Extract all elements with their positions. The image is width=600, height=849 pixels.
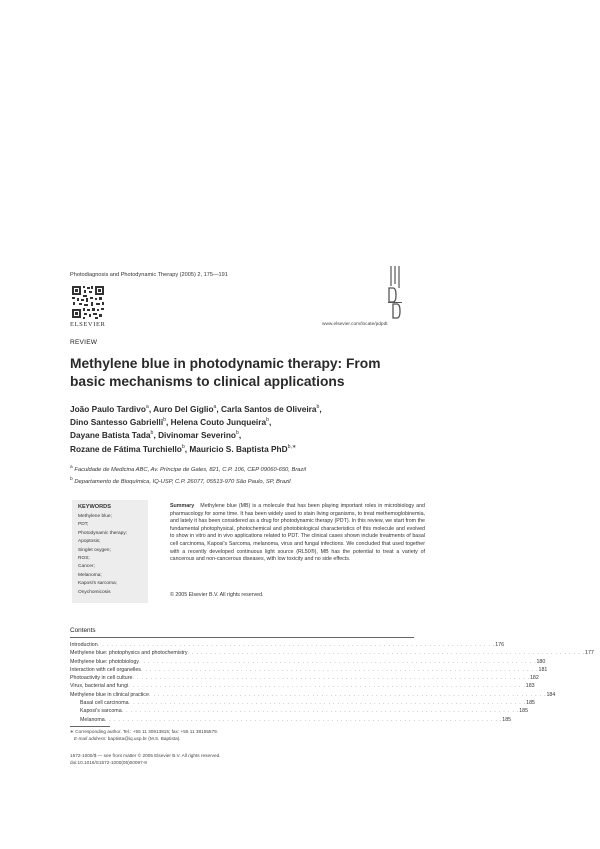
keyword: Apoptosis;	[78, 539, 101, 545]
keyword: Photodynamic therapy;	[78, 530, 128, 536]
table-of-contents	[70, 641, 594, 724]
journal-reference: Photodiagnosis and Photodynamic Therapy (2005) 2, 175—191	[70, 272, 228, 278]
corresponding-author: Mauricio S. Baptista PhD$^{b,∗}$	[189, 443, 297, 454]
toc-entry[interactable]: Virus, bacterial and fungi . . . . . . . . . . . . . . . . . . . . . . . . . . . . . . . . . . . . . . . . . . . . . . . . . . . . . . . . . . . . . . . . . . . . . . . . . . . . . . . . . . . . . . . . 183	[70, 683, 535, 690]
author-list	[70, 402, 410, 455]
toc-subentry[interactable]: Melanoma . . . . . . . . . . . . . . . . . . . . . . . . . . . . . . . . . . . . . . . . . . . . . . . . . . . . . . . . . . . . . . . . . . . . . . . . . . . . . . . . . . . . . . . . 185	[80, 716, 512, 723]
issn-line: 1572-1000/$ — see front matter © 2005 Elsevier B.V. All rights reserved.	[70, 753, 221, 758]
elsevier-tree-logo	[70, 284, 106, 320]
keywords-title: KEYWORDS	[78, 504, 111, 510]
author: Auro Del Giglio$^a$,	[153, 403, 222, 414]
keyword: Cancer;	[78, 564, 95, 570]
abstract-text: Methylene blue (MB) is a molecule that has been playing important roles in microbiology and pharmacology for some time. It has been widely used to stain living organisms, to treat methemoglobinemia, and lately it has been considered as a drug for photodynamic therapy (PDT). In this review, we start from the fundamental photophysical, photochemical and photobiological characteristics of this molecule and evolved to show in vitro and in vivo applications related to PDT. The clinical cases shown include treatments of basal cell carcinoma, Kaposi's Sarcoma, melanoma, virus and fungal infections. We concluded that used together with a recently developed continuous light source (RL50®), MB has the potential to treat a variety of cancerous and non-cancerous diseases, with low toxicity and no side effects.	[170, 503, 425, 563]
author: Carla Santos de Oliveira$^b$,	[221, 403, 322, 414]
publication-info	[70, 752, 221, 767]
toc-subentry[interactable]: Kaposi's sarcoma . . . . . . . . . . . . . . . . . . . . . . . . . . . . . . . . . . . . . . . . . . . . . . . . . . . . . . . . . . . . . . . . . . . . . . . . . . . . . . . . . . . . . . . . 185	[80, 708, 529, 715]
keywords-list	[78, 513, 127, 597]
keyword: Onychomicosis	[78, 589, 111, 595]
author: Divinomar Severino$^b$,	[158, 430, 242, 441]
keyword: Melanoma;	[78, 572, 102, 578]
copyright-notice: © 2005 Elsevier B.V. All rights reserved.	[170, 592, 264, 598]
keyword: Singlet oxygen;	[78, 547, 111, 553]
affiliation: $^b$ Departamento de Bioquímica, IQ-USP, C.P. 26077, 05513-970 São Paulo, SP, Brazil	[70, 476, 291, 485]
footnote	[70, 728, 218, 743]
toc-entry[interactable]: Interaction with cell organelles . . . . . . . . . . . . . . . . . . . . . . . . . . . . . . . . . . . . . . . . . . . . . . . . . . . . . . . . . . . . . . . . . . . . . . . . . . . . . . . . . . . . . . . . 181	[70, 666, 548, 673]
abstract-label: Summary	[170, 503, 195, 509]
doi[interactable]: doi:10.1016/S1572-1000(05)00097-9	[70, 760, 147, 766]
article-title: Methylene blue in photodynamic therapy: From basic mechanisms to clinical applications	[70, 356, 381, 389]
toc-entry[interactable]: Methylene blue: photophysics and photochemistry . . . . . . . . . . . . . . . . . . . . . . . . . . . . . . . . . . . . . . . . . . . . . . . . . . . . . . . . . . . . . . . . . . . . . . . . . . . . . . . . . . . . . . . . 177	[70, 650, 594, 657]
contents-divider	[70, 637, 414, 638]
keyword: PDT;	[78, 522, 89, 528]
affiliation: $^a$ Faculdade de Medicina ABC, Av. Príncipe de Gales, 821, C.P. 106, CEP 09060-650, Brazil	[70, 465, 306, 473]
contents-heading: Contents	[70, 627, 96, 634]
journal-logo	[387, 266, 403, 320]
keyword: ROS;	[78, 556, 90, 562]
author: Helena Couto Junqueira$^b$,	[170, 417, 272, 428]
email-label: E-mail address:	[73, 736, 107, 742]
email-line	[70, 735, 218, 742]
email-address[interactable]: baptista@iq.usp.br (M.S. Baptista).	[106, 736, 181, 742]
journal-url[interactable]: www.elsevier.com/locate/pdpdt	[322, 322, 388, 327]
toc-subentry[interactable]: Basal cell carcinoma . . . . . . . . . . . . . . . . . . . . . . . . . . . . . . . . . . . . . . . . . . . . . . . . . . . . . . . . . . . . . . . . . . . . . . . . . . . . . . . . . . . . . . . . 185	[80, 700, 535, 707]
corresponding-author-contact: ∗ Corresponding author. Tel.: +55 11 30913815; fax: +55 11 38155579.	[70, 729, 219, 734]
toc-entry[interactable]: Photoactivity in cell culture . . . . . . . . . . . . . . . . . . . . . . . . . . . . . . . . . . . . . . . . . . . . . . . . . . . . . . . . . . . . . . . . . . . . . . . . . . . . . . . . . . . . . . . . 182	[70, 675, 539, 682]
keyword: Kaposi's sarcoma;	[78, 581, 118, 587]
affiliations	[70, 463, 430, 487]
keyword: Methylene blue;	[78, 514, 112, 519]
toc-entry[interactable]: Methylene blue: photobiology . . . . . . . . . . . . . . . . . . . . . . . . . . . . . . . . . . . . . . . . . . . . . . . . . . . . . . . . . . . . . . . . . . . . . . . . . . . . . . . . . . . . . . . . 180	[70, 658, 546, 665]
article-type-label: REVIEW	[70, 339, 98, 346]
toc-entry[interactable]: Methylene blue in clinical practice . . . . . . . . . . . . . . . . . . . . . . . . . . . . . . . . . . . . . . . . . . . . . . . . . . . . . . . . . . . . . . . . . . . . . . . . . . . . . . . . . . . . . . . . 184	[70, 691, 556, 698]
author: João Paulo Tardivo$^a$,	[70, 403, 154, 414]
author: Dayane Batista Tada$^b$,	[70, 430, 159, 441]
toc-entry[interactable]: Introduction . . . . . . . . . . . . . . . . . . . . . . . . . . . . . . . . . . . . . . . . . . . . . . . . . . . . . . . . . . . . . . . . . . . . . . . . . . . . . . . . . . . . . . . . 176	[70, 642, 505, 648]
abstract	[170, 503, 425, 564]
author: Rozane de Fátima Turchiello$^b$,	[70, 443, 190, 454]
footnote-divider	[70, 726, 110, 727]
publisher-name: ELSEVIER	[70, 321, 106, 328]
author: Dino Santesso Gabrielli$^b$,	[70, 417, 171, 428]
